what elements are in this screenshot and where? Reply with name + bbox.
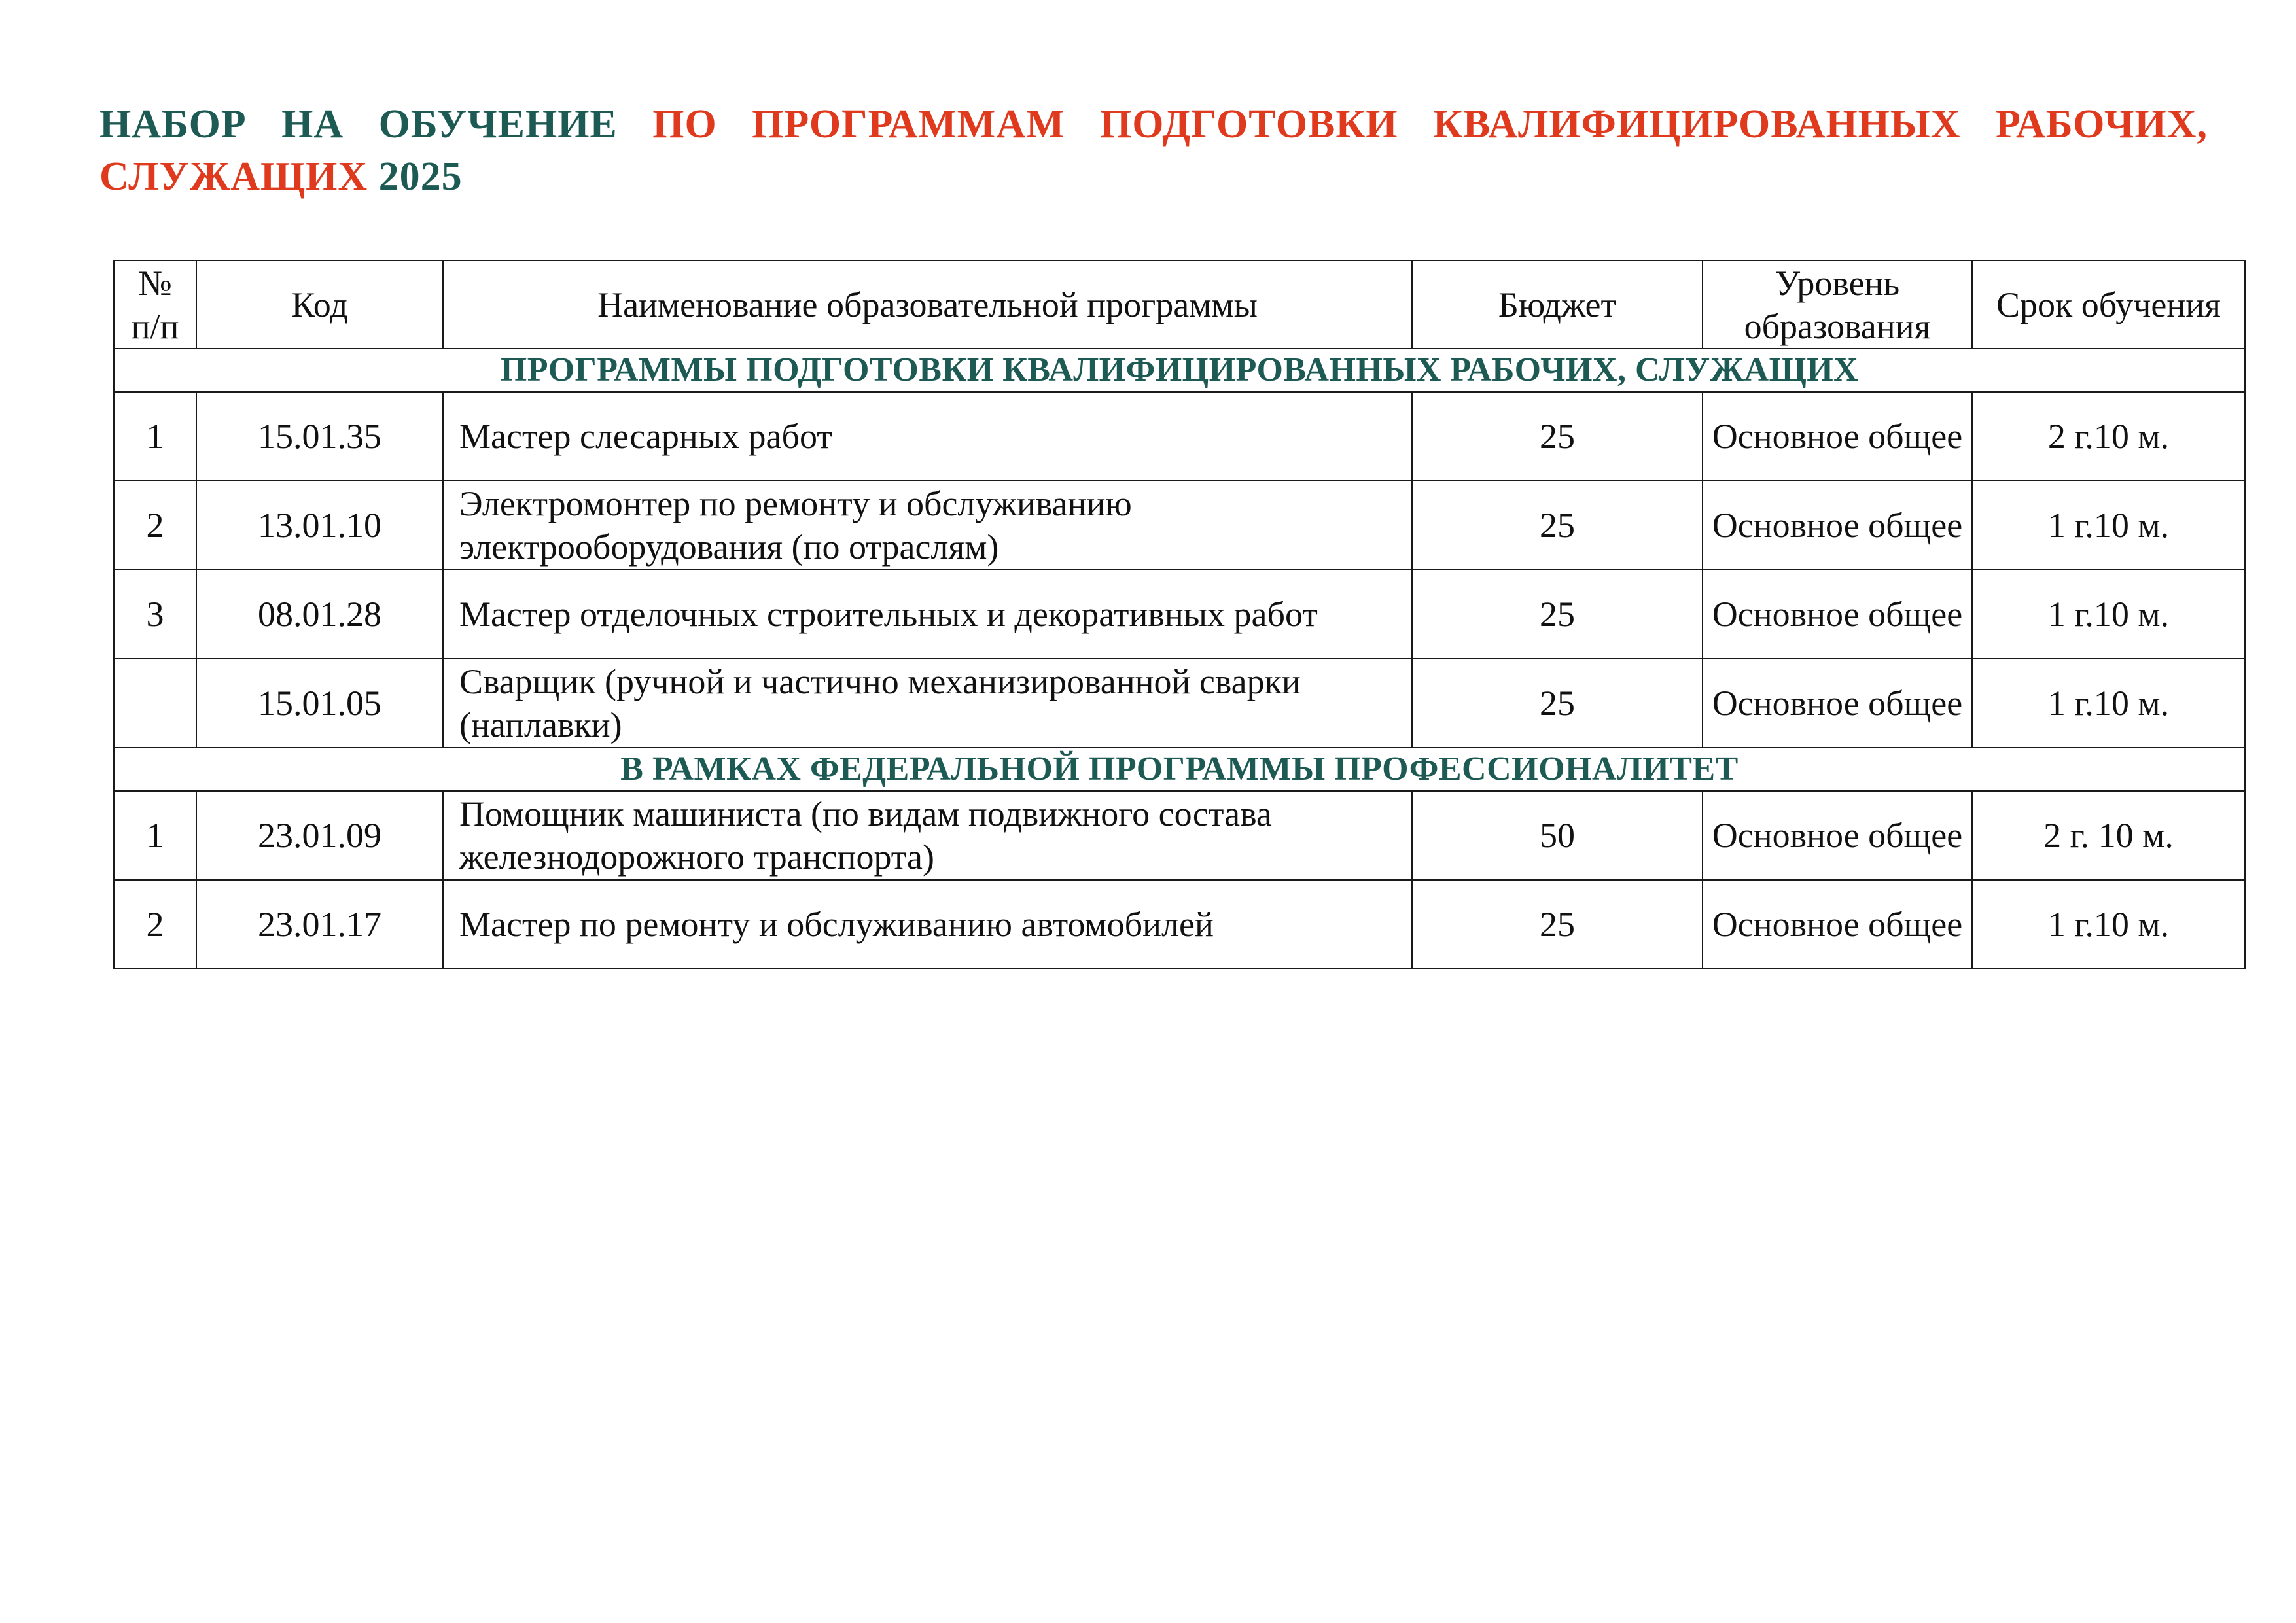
title-part-red: ПО ПРОГРАММАМ ПОДГОТОВКИ КВАЛИФИЦИРОВАННЫХ РАБОЧИХ, СЛУЖАЩИХ bbox=[99, 102, 2208, 199]
cell-program-name: Мастер слесарных работ bbox=[443, 392, 1412, 481]
table-row bbox=[114, 392, 2245, 481]
cell-program-name: Электромонтер по ремонту и обслуживанию электрооборудования (по отраслям) bbox=[443, 481, 1412, 570]
cell-num bbox=[114, 659, 196, 748]
table-row bbox=[114, 791, 2245, 880]
cell-program-name: Мастер отделочных строительных и декоративных работ bbox=[443, 570, 1412, 659]
cell-level: Основное общее bbox=[1703, 570, 1972, 659]
cell-level: Основное общее bbox=[1703, 481, 1972, 570]
cell-num: 1 bbox=[114, 392, 196, 481]
cell-code: 15.01.05 bbox=[196, 659, 443, 748]
cell-num: 1 bbox=[114, 791, 196, 880]
title-part-green: НАБОР НА ОБУЧЕНИЕ bbox=[99, 102, 618, 147]
section-header-row bbox=[114, 748, 2245, 791]
cell-level: Основное общее bbox=[1703, 880, 1972, 969]
cell-code: 13.01.10 bbox=[196, 481, 443, 570]
cell-budget: 25 bbox=[1412, 481, 1703, 570]
cell-budget: 25 bbox=[1412, 392, 1703, 481]
cell-budget: 25 bbox=[1412, 880, 1703, 969]
table-row bbox=[114, 659, 2245, 748]
cell-num: 3 bbox=[114, 570, 196, 659]
cell-duration: 1 г.10 м. bbox=[1972, 481, 2245, 570]
header-duration: Срок обучения bbox=[1972, 260, 2245, 349]
table-row bbox=[114, 481, 2245, 570]
section-title: ПРОГРАММЫ ПОДГОТОВКИ КВАЛИФИЦИРОВАННЫХ РАБОЧИХ, СЛУЖАЩИХ bbox=[114, 349, 2245, 392]
cell-program-name: Сварщик (ручной и частично механизированной сварки (наплавки) bbox=[443, 659, 1412, 748]
cell-duration: 1 г.10 м. bbox=[1972, 659, 2245, 748]
cell-program-name: Мастер по ремонту и обслуживанию автомобилей bbox=[443, 880, 1412, 969]
cell-budget: 50 bbox=[1412, 791, 1703, 880]
programs-table bbox=[113, 260, 2246, 969]
cell-program-name: Помощник машиниста (по видам подвижного состава железнодорожного транспорта) bbox=[443, 791, 1412, 880]
cell-level: Основное общее bbox=[1703, 392, 1972, 481]
header-level: Уровень образования bbox=[1703, 260, 1972, 349]
cell-code: 08.01.28 bbox=[196, 570, 443, 659]
cell-level: Основное общее bbox=[1703, 659, 1972, 748]
page-title bbox=[99, 98, 2208, 203]
cell-duration: 1 г.10 м. bbox=[1972, 880, 2245, 969]
section-title: В РАМКАХ ФЕДЕРАЛЬНОЙ ПРОГРАММЫ ПРОФЕССИОНАЛИТЕТ bbox=[114, 748, 2245, 791]
cell-num: 2 bbox=[114, 880, 196, 969]
header-name: Наименование образовательной программы bbox=[443, 260, 1412, 349]
header-code: Код bbox=[196, 260, 443, 349]
header-row bbox=[114, 260, 2245, 349]
cell-budget: 25 bbox=[1412, 659, 1703, 748]
cell-code: 23.01.09 bbox=[196, 791, 443, 880]
header-budget: Бюджет bbox=[1412, 260, 1703, 349]
cell-code: 15.01.35 bbox=[196, 392, 443, 481]
cell-code: 23.01.17 bbox=[196, 880, 443, 969]
cell-num: 2 bbox=[114, 481, 196, 570]
cell-duration: 1 г.10 м. bbox=[1972, 570, 2245, 659]
section-header-row bbox=[114, 349, 2245, 392]
table-row bbox=[114, 880, 2245, 969]
cell-budget: 25 bbox=[1412, 570, 1703, 659]
header-num: № п/п bbox=[114, 260, 196, 349]
cell-duration: 2 г.10 м. bbox=[1972, 392, 2245, 481]
cell-level: Основное общее bbox=[1703, 791, 1972, 880]
table-row bbox=[114, 570, 2245, 659]
title-year: 2025 bbox=[378, 154, 463, 199]
cell-duration: 2 г. 10 м. bbox=[1972, 791, 2245, 880]
